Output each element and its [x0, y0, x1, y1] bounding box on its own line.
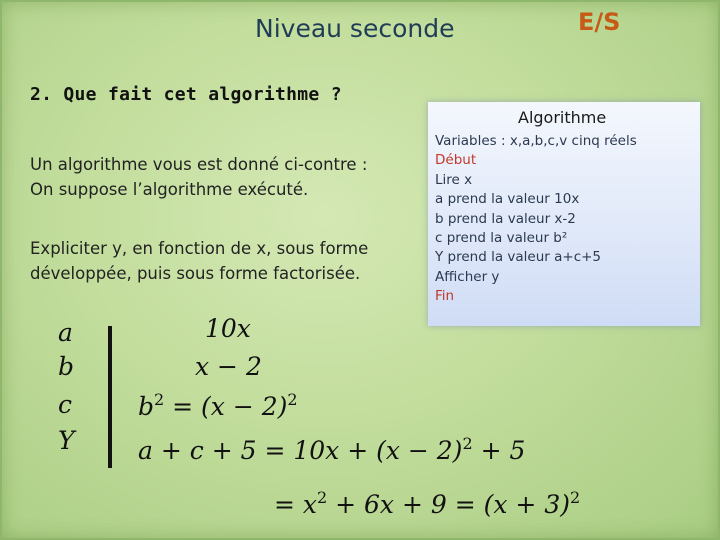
intro-line-1: Un algorithme vous est donné ci-contre :: [30, 155, 368, 174]
algorithm-line: Variables : x,a,b,c,v cinq réels: [435, 133, 637, 149]
math-expr-factorised: = $x^2 + 6x + 9 = (x + 3)^2$: [274, 488, 581, 519]
intro-line-2: On suppose l’algorithme exécuté.: [30, 180, 309, 199]
level-tag: E/S: [578, 8, 621, 36]
math-expr-y: $a + c + 5 = 10x + (x - 2)^2 + 5$: [138, 434, 526, 465]
algorithm-line: b prend la valeur x-2: [435, 210, 576, 227]
algorithm-line: Début: [435, 152, 477, 169]
math-var-a: a: [58, 318, 73, 347]
algorithm-line: c prend la valeur b²: [435, 230, 568, 247]
algorithm-line: a prend la valeur 10x: [435, 191, 580, 208]
task-line-2: développée, puis sous forme factorisée.: [30, 264, 361, 283]
task-line-1: Expliciter y, en fonction de x, sous forme: [30, 239, 369, 258]
algorithm-line: Afficher y: [435, 268, 500, 285]
question-heading: 2. Que fait cet algorithme ?: [30, 84, 342, 105]
math-expr-c: $b^2 = (x - 2)^2$: [138, 390, 298, 421]
math-var-y: Y: [58, 426, 75, 455]
task-paragraph: [30, 236, 368, 286]
algorithm-line: Fin: [435, 288, 455, 305]
level-title: Niveau seconde: [255, 14, 455, 43]
algorithm-box: [428, 102, 700, 326]
algorithm-heading: Algorithme: [518, 108, 607, 127]
math-var-b: b: [58, 352, 75, 381]
algorithm-lines: [435, 132, 637, 307]
intro-paragraph: [30, 152, 367, 202]
math-expr-a: 10x: [205, 314, 251, 343]
math-divider: [108, 326, 112, 468]
math-var-c: c: [58, 390, 73, 419]
algorithm-line: Y prend la valeur a+c+5: [435, 249, 602, 266]
math-expr-b: x − 2: [195, 352, 262, 381]
algorithm-line: Lire x: [435, 171, 473, 188]
